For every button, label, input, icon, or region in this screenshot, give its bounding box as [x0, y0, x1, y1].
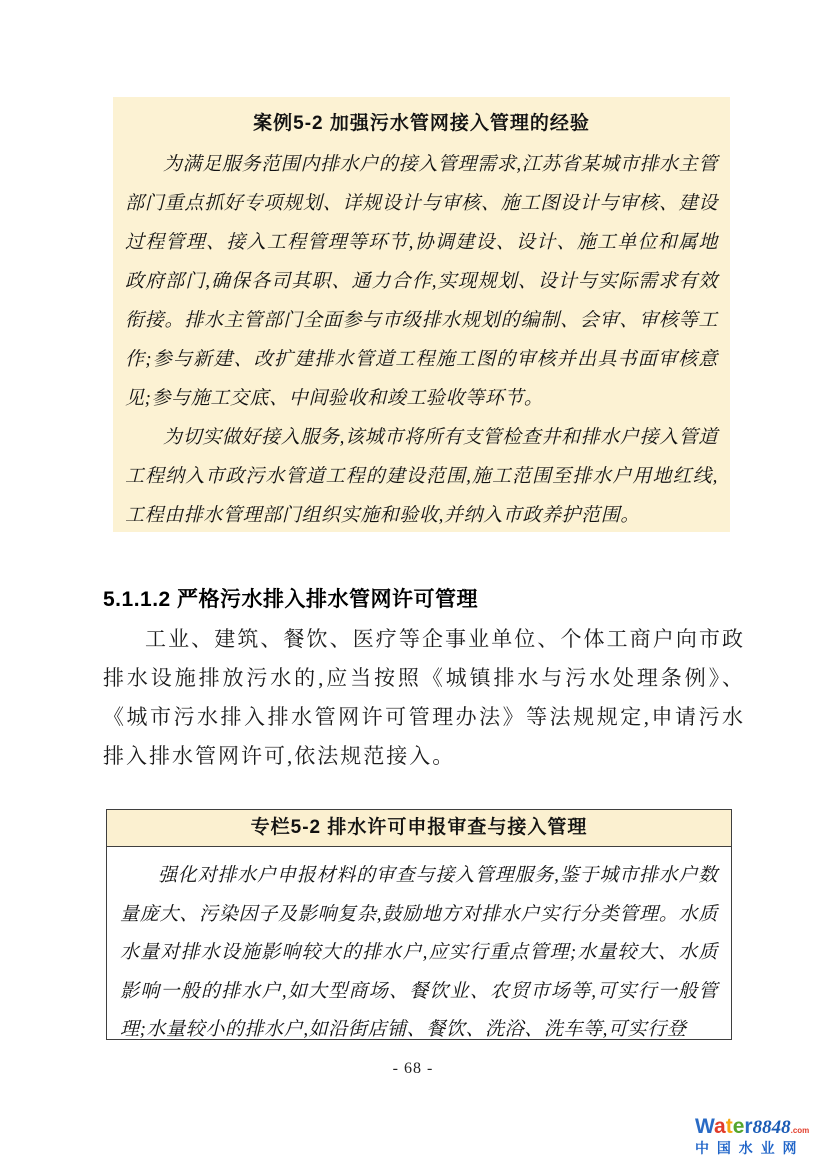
logo-domain-suffix: .com [790, 1126, 810, 1135]
case-box-paragraph-1: 为满足服务范围内排水户的接入管理需求,江苏省某城市排水主管部门重点抓好专项规划、详规设计与审核、施工图设计与审核、建设过程管理、接入工程管理等环节,协调建设、设计、施工单位和属地政府部门,确保各司其职、通力合作,实现规划、设计与实际需求有效衔接。排水主管部门全面参与市级排水规划的编制、会审、审核等工作;参与新建、改扩建排水管道工程施工图的审核并出具书面审核意见;参与施工交底、中间验收和竣工验收等环节。 [125, 154, 718, 409]
logo-subtitle: 中 国 水 业 网 [695, 1140, 799, 1156]
section-heading: 5.1.1.2 严格污水排入排水管网许可管理 [103, 588, 479, 611]
column-box-body [107, 847, 731, 1040]
column-box-title: 专栏5-2 排水许可申报审查与接入管理 [107, 810, 731, 847]
logo-letter-a: a [714, 1115, 726, 1138]
column-box [106, 809, 732, 1040]
logo-letter-t: t [725, 1115, 733, 1138]
page-number: - 68 - [392, 1060, 434, 1077]
logo-letter-e: e [732, 1115, 745, 1138]
logo-number: 8848 [752, 1117, 791, 1138]
logo-wordmark [695, 1116, 823, 1137]
case-box-title: 案例5-2 加强污水管网接入管理的经验 [253, 113, 590, 134]
column-box-paragraph: 强化对排水户申报材料的审查与接入管理服务,鉴于城市排水户数量庞大、污染因子及影响复杂,鼓励地方对排水户实行分类管理。水质水量对排水设施影响较大的排水户,应实行重点管理;水量较大、水质影响一般的排水户,如大型商场、餐饮业、农贸市场等,可实行一般管理;水量较小的排水户,如沿街店铺、餐饮、洗浴、洗车等,可实行登 [120, 865, 718, 1040]
logo-letter-r: r [744, 1115, 753, 1138]
case-box-paragraph-2: 为切实做好接入服务,该城市将所有支管检查井和排水户接入管道工程纳入市政污水管道工程的建设范围,施工范围至排水户用地红线,工程由排水管理部门组织实施和验收,并纳入市政养护范围。 [125, 427, 718, 526]
logo-letter-w: W [695, 1115, 715, 1138]
water8848-logo [695, 1116, 823, 1155]
case-box [113, 97, 730, 532]
section-paragraph: 工业、建筑、餐饮、医疗等企事业单位、个体工商户向市政排水设施排放污水的,应当按照《城镇排水与污水处理条例》、《城市污水排入排水管网许可管理办法》等法规规定,申请污水排入排水管网许可,依法规范接入。 [103, 627, 745, 768]
